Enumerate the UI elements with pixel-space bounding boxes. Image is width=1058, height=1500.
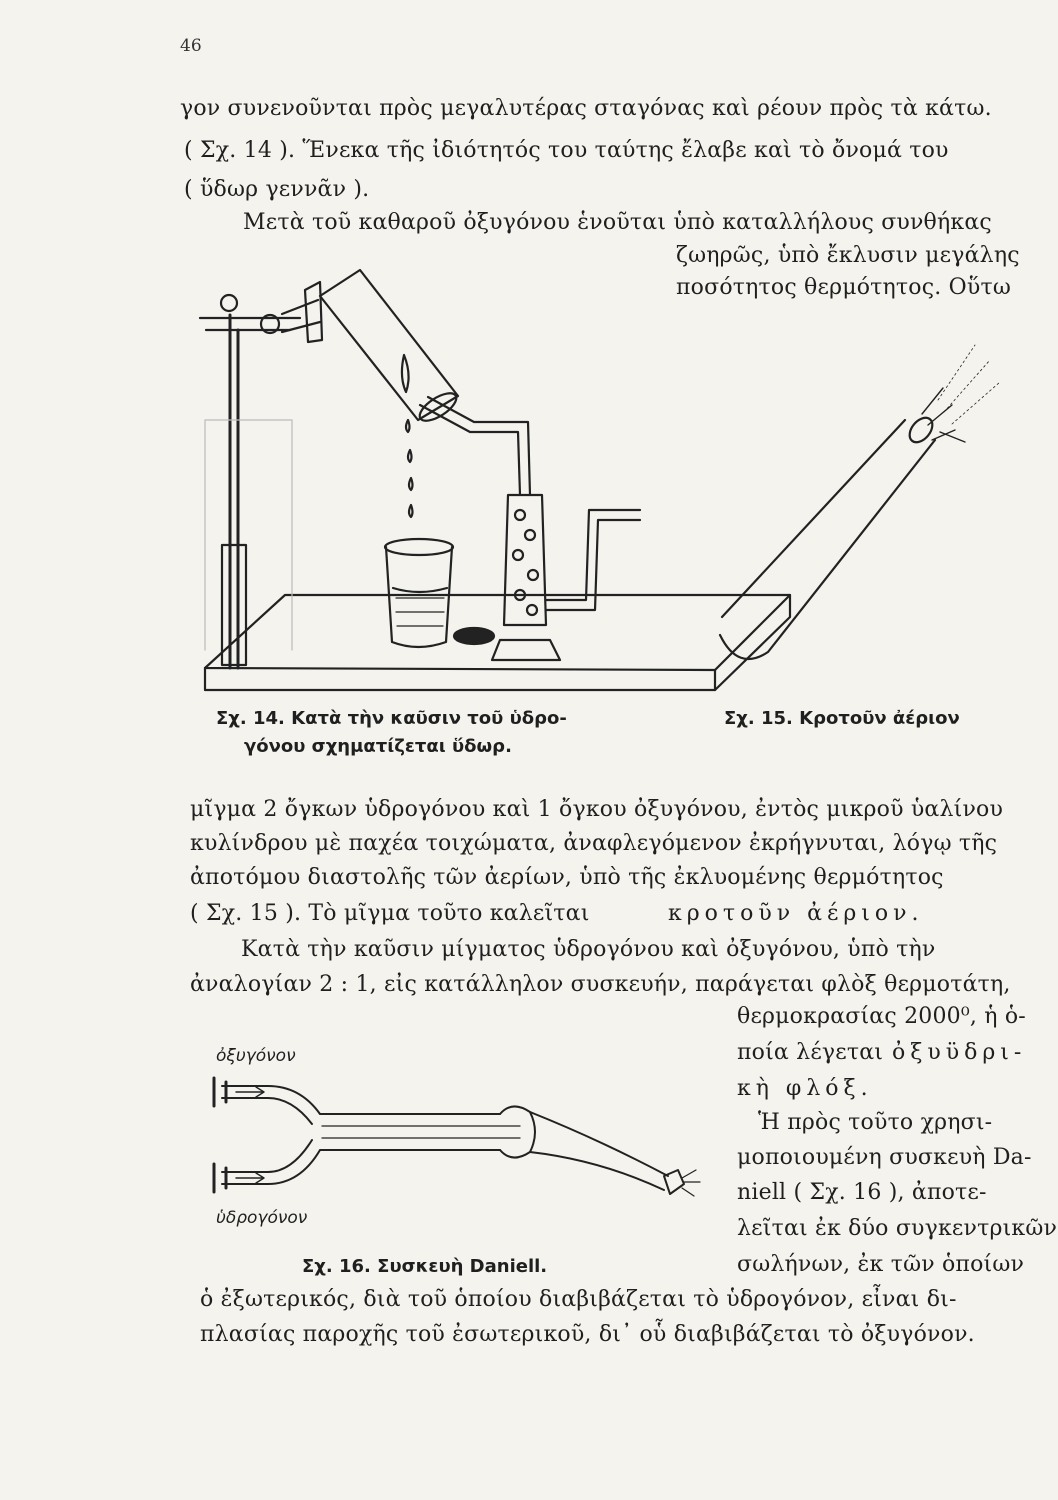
text-line: ἀποτόμου διαστολῆς τῶν ἀερίων, ὑπὸ τῆς ἐκλυομένης θερμότητος — [190, 865, 944, 890]
figure-14-caption-line2: γόνου σχηματίζεται ὕδωρ. — [244, 736, 512, 757]
text-line: ποσότητος θερμότητος. Οὕτω — [676, 275, 1011, 300]
flame-tip — [682, 1170, 700, 1196]
text-line: ( Σχ. 14 ). Ἕνεκα τῆς ἰδιότητός του ταύτης ἔλαβε καὶ τὸ ὄνομά του — [184, 138, 949, 163]
term-flame: κὴ φλόξ. — [737, 1076, 873, 1101]
text-line: ( ὕδωρ γεννᾶν ). — [184, 177, 370, 202]
text-line: λεῖται ἐκ δύο συγκεντρικῶν — [737, 1216, 1058, 1241]
figure-15-caption: Σχ. 15. Κροτοῦν ἀέριον — [724, 708, 960, 729]
text-line: ὁ ἐξωτερικός, διὰ τοῦ ὁποίου διαβιβάζεται τὸ ὑδρογόνον, εἶναι δι- — [200, 1287, 957, 1312]
text-line: ποία λέγεται — [737, 1040, 884, 1065]
text-line: γον συνενοῦνται πρὸς μεγαλυτέρας σταγόνας καὶ ρέουν πρὸς τὰ κάτω. — [180, 96, 992, 121]
text-line: πλασίας παροχῆς τοῦ ἐσωτερικοῦ, δι᾽ οὗ διαβιβάζεται τὸ ὀξυγόνον. — [200, 1322, 975, 1347]
text-line: ζωηρῶς, ὑπὸ ἔκλυσιν μεγάλης — [676, 243, 1020, 268]
text-line: θερμοκρασίας 2000⁰, ἡ ὁ- — [737, 1004, 1026, 1029]
text-line: μῖγμα 2 ὄγκων ὑδρογόνου καὶ 1 ὄγκου ὀξυγόνου, ἐντὸς μικροῦ ὑαλίνου — [190, 797, 1004, 822]
text-line: ἀναλογίαν 2 : 1, εἰς κατάλληλον συσκευήν, παράγεται φλὸξ θερμοτάτη, — [190, 972, 1011, 997]
text-line: Μετὰ τοῦ καθαροῦ ὀξυγόνου ἑνοῦται ὑπὸ καταλλήλους συνθήκας — [243, 210, 992, 235]
text-line: κυλίνδρου μὲ παχέα τοιχώματα, ἀναφλεγόμενον ἐκρήγνυται, λόγῳ τῆς — [190, 831, 998, 856]
figure-16-caption: Σχ. 16. Συσκευὴ Daniell. — [302, 1256, 548, 1277]
inner-tube — [322, 1126, 520, 1138]
term-oxyhydrogen: ὀξυϋδρι- — [892, 1040, 1027, 1065]
text-line: μοποιουμένη συσκευὴ Da- — [737, 1145, 1032, 1170]
label-oxygen: ὀξυγόνον — [216, 1046, 296, 1066]
text-line: Ἡ πρὸς τοῦτο χρησι- — [758, 1110, 993, 1135]
outer-tube — [268, 1086, 500, 1114]
figure-14-caption-line1: Σχ. 14. Κατὰ τὴν καῦσιν τοῦ ὑδρο- — [216, 708, 567, 729]
text-line: Κατὰ τὴν καῦσιν μίγματος ὑδρογόνου καὶ ὀξυγόνου, ὑπὸ τὴν — [241, 937, 936, 962]
label-hydrogen: ὑδρογόνον — [216, 1208, 308, 1228]
text-line: ( Σχ. 15 ). Τὸ μῖγμα τοῦτο καλεῖται — [190, 901, 590, 926]
text-line: σωλήνων, ἐκ τῶν ὁποίων — [737, 1252, 1025, 1277]
text-line: niell ( Σχ. 16 ), ἀποτε- — [737, 1180, 987, 1205]
page-number: 46 — [180, 36, 202, 56]
term-knallgas: κροτοῦν ἀέριον. — [668, 901, 924, 926]
